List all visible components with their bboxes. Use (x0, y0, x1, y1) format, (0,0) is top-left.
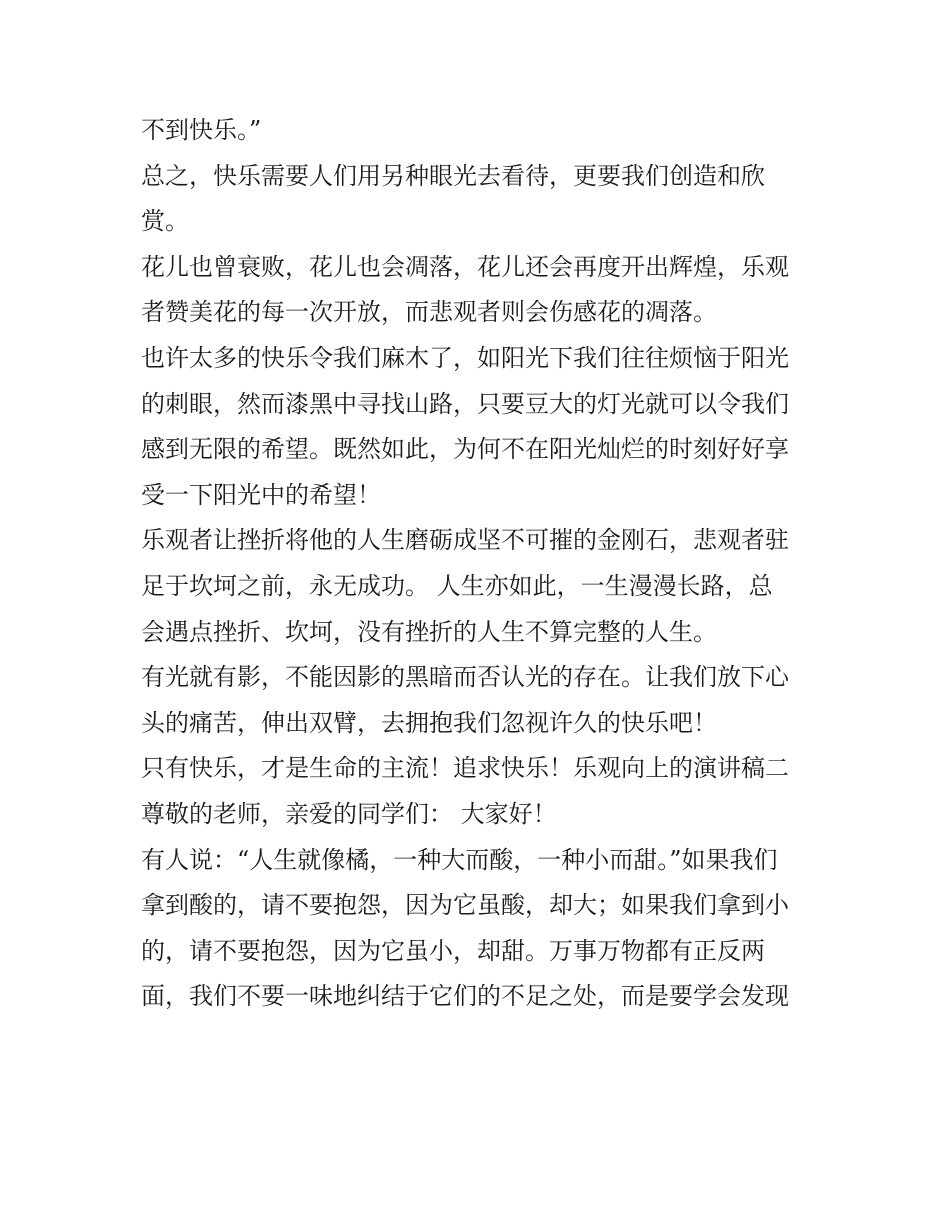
text-line: 受一下阳光中的希望！ (141, 480, 381, 509)
text-line: 有光就有影，不能因影的黑暗而否认光的存在。让我们放下心 (141, 663, 789, 692)
text-line: 也许太多的快乐令我们麻木了，如阳光下我们往往烦恼于阳光 (141, 343, 789, 372)
text-line: 不到快乐。” (141, 116, 262, 144)
text-line: 的，请不要抱怨，因为它虽小，却甜。万事万物都有正反两 (141, 936, 765, 965)
text-line: 总之，快乐需要人们用另种眼光去看待，更要我们创造和欣 (141, 161, 765, 190)
text-line: 面，我们不要一味地纠结于它们的不足之处，而是要学会发现 (141, 982, 789, 1011)
text-line: 花儿也曾衰败，花儿也会凋落，花儿还会再度开出辉煌，乐观 (141, 252, 789, 281)
text-line: 尊敬的老师，亲爱的同学们： 大家好！ (141, 799, 557, 828)
body-text (141, 108, 831, 1020)
text-line: 会遇点挫折、坎坷，没有挫折的人生不算完整的人生。 (141, 617, 717, 646)
text-line: 有人说：“人生就像橘，一种大而酸，一种小而甜。”如果我们 (141, 845, 778, 874)
text-line: 赏。 (141, 207, 189, 236)
text-line: 感到无限的希望。既然如此，为何不在阳光灿烂的时刻好好享 (141, 435, 789, 464)
text-line: 拿到酸的，请不要抱怨，因为它虽酸，却大；如果我们拿到小 (141, 891, 789, 920)
text-line: 足于坎坷之前，永无成功。 人生亦如此，一生漫漫长路，总 (141, 571, 773, 600)
text-line: 者赞美花的每一次开放，而悲观者则会伤感花的凋落。 (141, 298, 717, 327)
text-line: 的刺眼，然而漆黑中寻找山路，只要豆大的灯光就可以令我们 (141, 389, 789, 418)
text-line: 只有快乐，才是生命的主流！追求快乐！乐观向上的演讲稿二 (141, 754, 789, 783)
text-line: 乐观者让挫折将他的人生磨砺成坚不可摧的金刚石，悲观者驻 (141, 526, 789, 555)
text-line: 头的痛苦，伸出双臂，去拥抱我们忽视许久的快乐吧！ (141, 708, 717, 737)
